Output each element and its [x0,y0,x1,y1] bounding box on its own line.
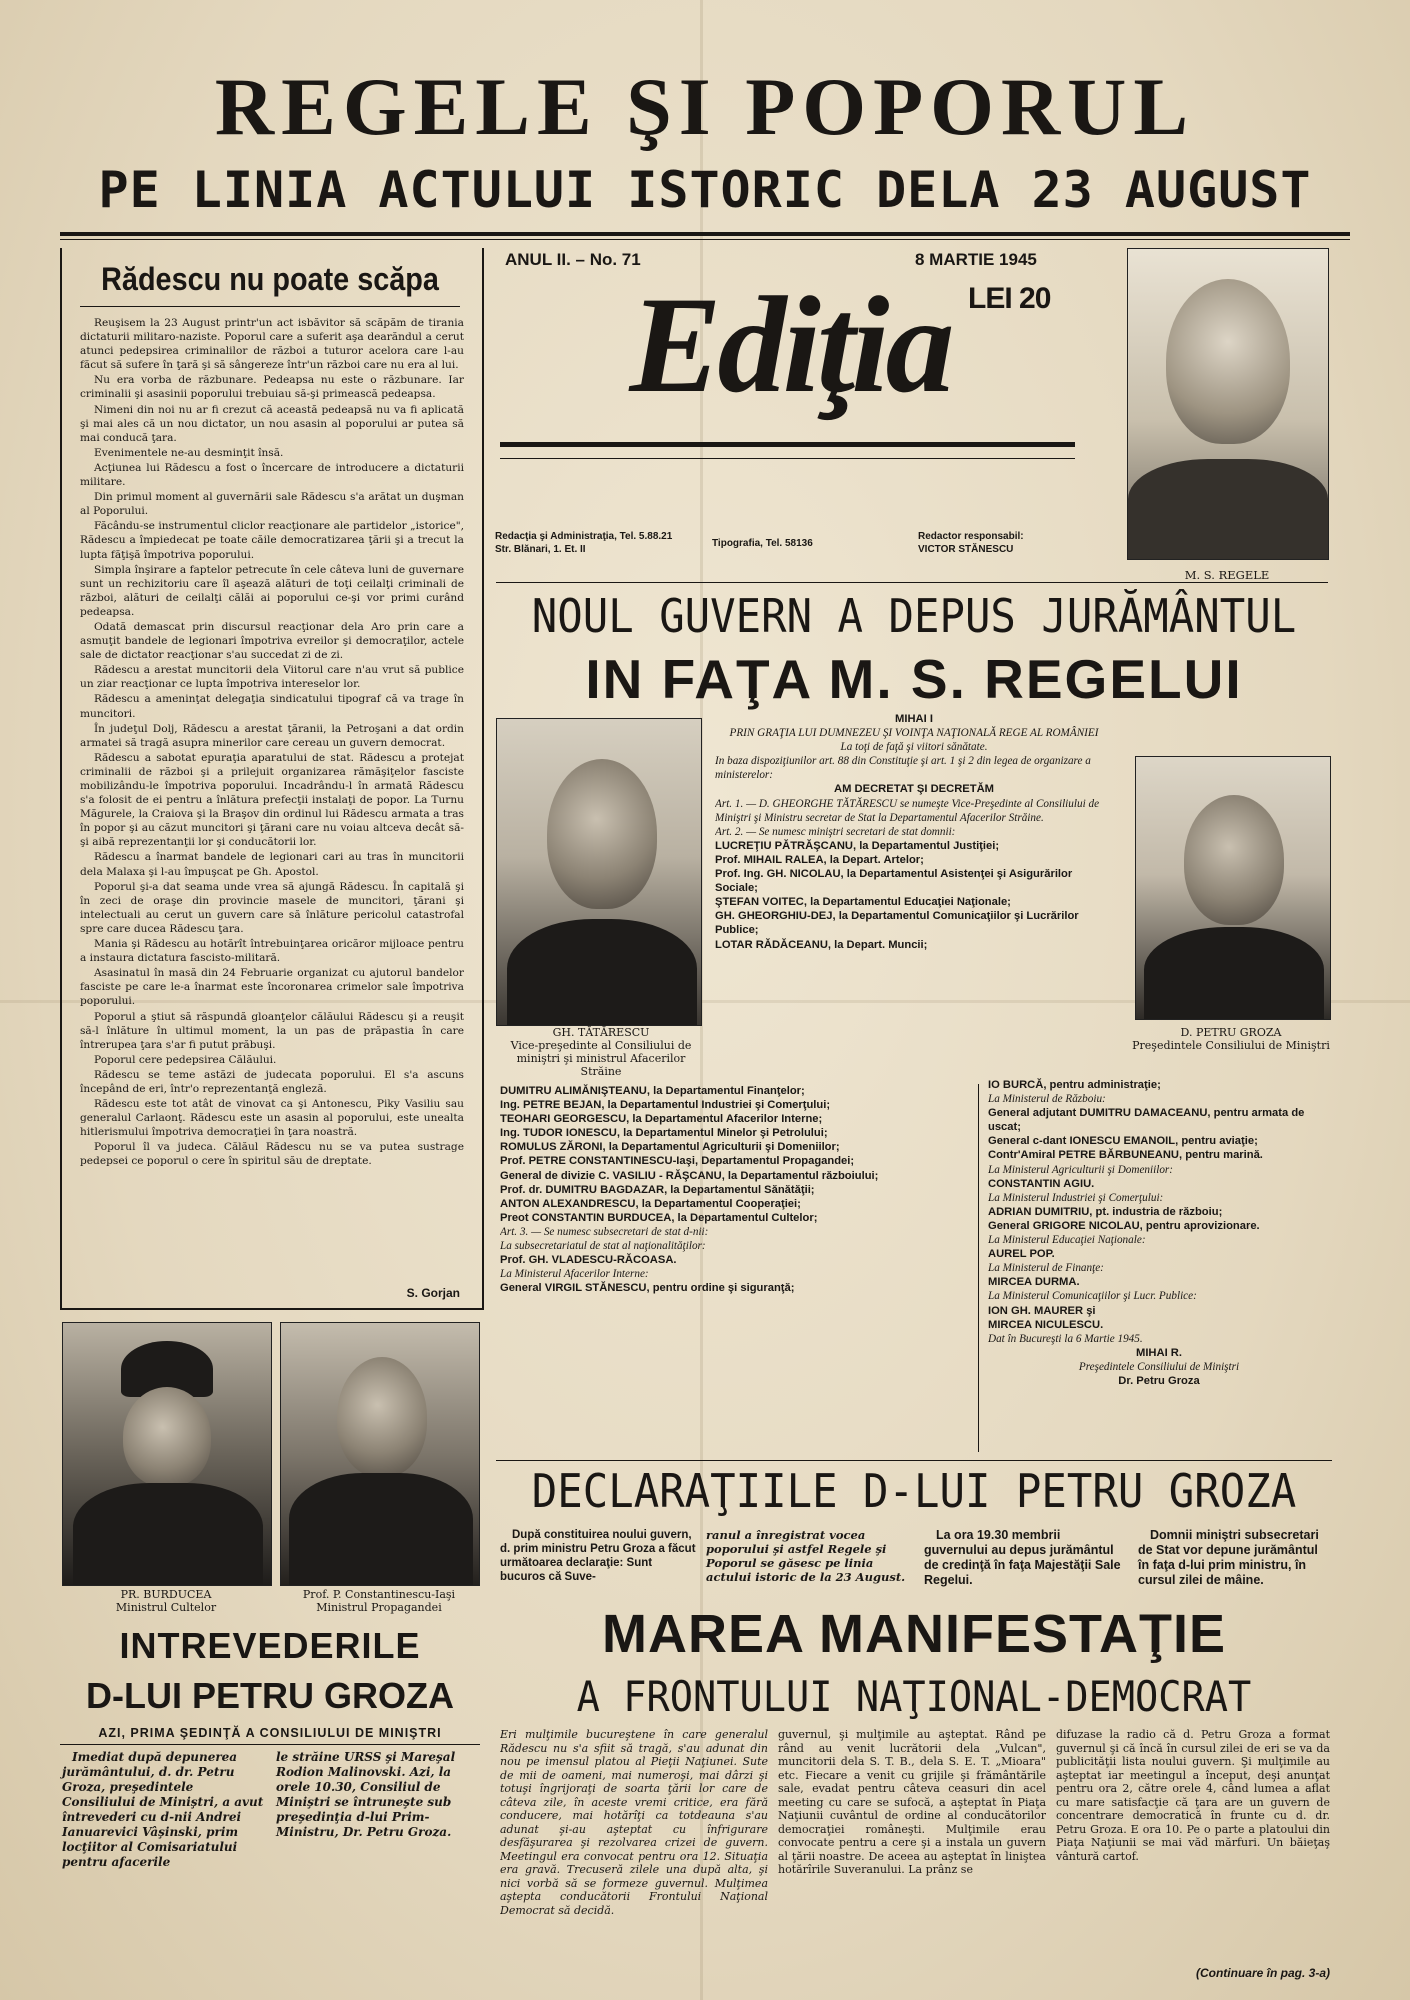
decree-line: General de divizie C. VASILIU - RĂŞCANU, la Departamentul războiului; [500,1169,879,1182]
tatarescu-role: Vice-preşedinte al Consiliului de miniştri şi ministrul Afacerilor Străine [510,1039,692,1078]
groza-face [1184,795,1284,925]
decree-column-rule [978,1084,979,1452]
burducea-robe [73,1483,263,1586]
redactia-line [495,530,672,556]
decree-line: DUMITRU ALIMĂNIŞTEANU, la Departamentul Finanţelor; [500,1085,805,1097]
decree-line: MIRCEA DURMA. [988,1276,1080,1289]
manif-col3: difuzase la radio că d. Petru Groza a format guvernul şi că încă în cursul zilei de eri se va da publicităţii lista noului guvern. Şi mulţimile au aşteptat iar meetingul a început, deşi anunţat pentru ora 2, către orele 4, când lumea a aflat cu mare satisfacţie că ţara are un guvern de concentrare democratică în frunte cu d. dr. Petru Groza. E ora 10. Pe o parte a platoului din Piaţa Naţiunii se mai văd mărfuri. Un băieţaş vântură cartof. [1056,1728,1330,1863]
decree-line: General adjutant DUMITRU DAMACEANU, pentru armata de uscat; [988,1107,1305,1134]
king-uniform [1128,459,1328,559]
left-article-paragraph: Evenimentele ne-au desminţit însă. [94,446,284,459]
left-article-paragraph: Simpla înşirare a faptelor petrecute în cele câteva luni de guvernare sunt un rechizitoriu care îl aşează alături de toţi ceilalţi criminali de război, alături de ceilalţi călăi ai poporului ce-şi vor primi curând pedeapsa. [80,563,464,618]
king-photo [1127,248,1329,560]
decree-line: IO BURCĂ, pentru administraţie; [988,1079,1161,1091]
manif-col1: Eri mulţimile bucureştene în care generalul Rădescu nu s'a sfiit să tragă, s'au adunat din nou pe imensul platou al Pieţii Naţiunei. Sute de mii de oameni, mai numeroşi, mai dârzi şi totuşi îngrijoraţi de soarta ţării lor care de câteva zile, în aceste vremi critice, era fără conducere, mai hotărîţi ca totdeauna s'au adunat şi-au aşteptat cu înfrigurare desfăşurarea şi rezolvarea crizei de guvern. Meetingul era convocat pentru ora 12. Situaţia era gravă. Trecuseră zilele una după alta, şi nici vorbă să se formeze guvernul. Mulţimea aştepta conducătorii Frontului Naţional Democrat să decidă. [500,1728,768,1917]
left-article-paragraph: Acţiunea lui Rădescu a fost o încercare de introducere a dictaturii militare. [80,461,464,489]
constantinescu-caption [280,1588,478,1614]
issue-number: ANUL II. – No. 71 [505,250,641,269]
left-article-paragraph: Rădescu este tot atât de vinovat ca şi Antonescu, Piky Vasiliu sau generalul Carlaonţ. Rădescu este un asasin al poporului, este unealta hitlerismului împotriva democraţiei în ţara noastră. [80,1098,464,1139]
decree-line: La subsecretariatul de stat al naţionalităţilor: [500,1240,706,1253]
tatarescu-name: GH. TĂTĂRESCU [552,1026,650,1039]
decree-line: Dr. Petru Groza [1118,1374,1200,1387]
decree-line: Preşedintele Consiliului de Miniştri [1078,1360,1240,1373]
left-article-paragraph: Reuşisem la 23 August printr'un act isbăvitor să scăpăm de tirania dictaturii militaro-naziste. Poporul care a suferit aşa dearăndul a cerut atunci pedepsirea criminalilor de război a tuturor acelora care l-au făcut să sufere în ţară şi să sângereze într'un război care nu era al lui. [80,317,464,372]
redactor-name: VICTOR STĂNESCU [918,544,1014,555]
left-article-paragraph: Mania şi Rădescu au hotărît întrebuinţarea oricăror mijloace pentru a instaura dictatura fascisto-militară. [80,938,464,965]
tipografia-line: Tipografia, Tel. 58136 [712,538,813,549]
decree-line: La Ministerul Agriculturii şi Domeniilor: [988,1163,1174,1176]
decree-line: ANTON ALEXANDRESCU, la Departamentul Cooperaţiei; [500,1197,801,1210]
decree-line: General VIRGIL STĂNESCU, pentru ordine şi siguranţă; [500,1282,795,1295]
burducea-role: Ministrul Cultelor [115,1601,217,1614]
decree-line: AUREL POP. [988,1248,1055,1261]
groza-photo [1135,756,1331,1020]
decree-line: Art. 3. — Se numesc subsecretari de stat d-nii: [500,1225,709,1238]
decree-line: In baza dispoziţiunilor art. 88 din Constituţie şi art. 1 şi 2 din legea de organizare a ministerelor: [715,755,1091,782]
groza-decl-col4: Domnii miniştri subsecretari de Stat vor depune jurământul în faţa d-lui prim ministru, în cursul zilei de mâine. [1138,1528,1319,1587]
masthead-rule-thin [60,239,1350,240]
left-article-paragraph: În judeţul Dolj, Rădescu a arestat ţăranii, la Petroşani a dat ordin armatei să tragă asupra minerilor care cereau un guvern democrat. [80,722,464,749]
decree-line: Prof. dr. DUMITRU BAGDAZAR, la Departamentul Sănătăţii; [500,1183,815,1196]
king-face [1166,279,1290,444]
king-caption: M. S. REGELE [1184,568,1270,582]
left-article-paragraph: Poporul şi-a dat seama unde vrea să ajungă Rădescu. În capitală şi în zeci de oraşe din provincie masele de muncitori, ţărani şi intelectuali au cerut un guvern care să înlăture pericolul catastrofal spre care ducea Rădescu ţara. [80,880,464,935]
manif-col2: guvernul, şi mulţimile au aşteptat. Rând pe rând au venit lucrătorii dela „Vulcan", muncitorii dela S. T. B., dela S. E. T. „Mioara" etc. Fiecare a venit cu grijile şi frământările sale, evadat pentru câteva ceasuri din acel meeting cu care se sufocă, a aşteptat în Piaţa Naţiunii cuvântul de ordine al conducătorilor democraţiei româneşti. Mulţimile erau convocate pentru a cere şi a instala un guvern al ţării noastre. De aceea au aşteptat în liniştea hotărîrile Suveranului. La prânz se [778,1728,1046,1876]
groza-decl-col2: ranul a înregistrat vocea poporului şi astfel Regele şi Poporul se găsesc pe linia actului istoric de la 23 August. [706,1528,906,1584]
left-article-headline-rule [80,306,460,307]
tatarescu-caption [496,1026,706,1078]
decree-line: ADRIAN DUMITRIU, pt. industria de războiu; [988,1205,1223,1218]
decree-line: LUCREŢIU PĂTRĂŞCANU, la Departamentul Justiţiei; [715,839,1000,852]
burducea-caption [62,1588,270,1614]
intrev-col1: Imediat după depunerea jurământului, d. dr. Petru Groza, preşedintele Consiliului de Miniştri, a avut întrevederi cu d-nii Andrei Ianuarevici Vâşinski, prim locţiitor al Comisariatului pentru afacerile [62,1750,264,1869]
decree-line: ŞTEFAN VOITEC, la Departamentul Educaţiei Naţionale; [715,896,1011,909]
left-article-body [80,316,464,1280]
left-article-paragraph: Rădescu a ameninţat delegaţia sindicatului tipograf că va trage în muncitori. [80,693,464,720]
left-article-paragraph: Rădescu a sabotat epuraţia aparatului de stat. Rădescu a protejat criminalii de război şi a prilejuit organizarea rămăşiţelor fasciste mobilizându-le împotriva poporului. Incadrându-l în armată Rădescu s'a folosit de ei pentru a înlătura prefecţii instalaţi de popor. La Turnu Măgurele, la Craiova şi la Braşov din ordinul lui Rădescu armata a tras în popor şi au căzut muncitori şi ţărani care nu voiau altceva decât să-şi aibă reprezentanţii lor şi conducătorii lor. [80,751,464,849]
groza-decl-top-rule [496,1460,1332,1461]
decree-line: Prof. GH. VLADESCU-RĂCOASA. [500,1254,677,1267]
left-article-paragraph: Din primul moment al guvernării sale Rădescu s'a arătat un duşman al Poporului. [80,491,464,518]
tatarescu-suit [507,919,697,1026]
decree-line: MIRCEA NICULESCU. [988,1318,1104,1331]
decree-line: GH. GHEORGHIU-DEJ, la Departamentul Comunicaţiilor şi Lucrărilor Publice; [715,910,1079,937]
masthead-rule [60,232,1350,236]
continuation-note: (Continuare în pag. 3-a) [1195,1966,1330,1980]
gov-top-rule [496,582,1328,583]
constantinescu-face [337,1357,427,1477]
decree-line: Prof. PETRE CONSTANTINESCU-Iaşi, Departamentul Propagandei; [500,1155,855,1168]
left-article-paragraph: Nimeni din noi nu ar fi crezut că această pedeapsă nu va fi aplicată şi mai ales că un nou dictator, un nou asasin al poporului ar putea să mai conducă ţara. [80,403,464,444]
groza-name: D. PETRU GROZA [1180,1026,1282,1039]
constantinescu-photo [280,1322,480,1586]
decree-line: Prof. MIHAIL RALEA, la Depart. Artelor; [715,853,924,866]
left-article-paragraph: Odată demascat prin discursul reacţionar dela Aro prin care a asmuţit bandele de legionari împotriva evreilor şi democraţilor, actele sale de dictator reacţionar s'au succedat zi de zi. [80,620,464,662]
decree-line: LOTAR RĂDĂCEANU, la Depart. Muncii; [715,938,928,951]
decree-line: Art. 2. — Se numesc miniştri secretari de stat domnii: [715,825,956,838]
redactia-phone: Redacţia şi Administraţia, Tel. 5.88.21 [495,531,673,542]
decree-line: TEOHARI GEORGESCU, la Departamentul Afacerilor Interne; [500,1113,823,1126]
decree-line: La Ministerul Afacerilor Interne: [500,1268,649,1281]
constantinescu-role: Ministrul Propagandei [316,1601,442,1614]
decree-line: General c-dant IONESCU EMANOIL, pentru aviaţie; [988,1135,1258,1148]
constantinescu-name: Prof. P. Constantinescu-Iaşi [302,1588,456,1601]
decree-line: MIHAI I [895,713,933,725]
manif-headline-2: A FRONTULUI NAŢIONAL-DEMOCRAT [576,1672,1252,1721]
burducea-photo [62,1322,272,1586]
groza-decl-col3: La ora 19.30 membrii guvernului au depus jurământul de credinţă în faţa Majestăţii Sale Regelui. [924,1528,1121,1587]
redactia-address: Str. Blănari, 1. Et. II [495,544,586,555]
intrev-headline-1: INTREVEDERILE [119,1625,421,1666]
gov-headline-1: NOUL GUVERN A DEPUS JURĂMÂNTUL [531,589,1297,643]
left-article-paragraph: Poporul a ştiut să răspundă gloanţelor călăului Rădescu şi a reuşit să-l înlăture în ultimul moment, la un pas de prăpastia în care întrerupea ţara s'ar fi putut prăbuşi. [80,1010,464,1051]
left-article-paragraph: Poporul îl va judeca. Călăul Rădescu nu se va putea sustrage pedepsei ce poporul o cere în spiritul său de dreptate. [80,1141,464,1168]
decree-line: ROMULUS ZĂRONI, la Departamentul Agriculturii şi Domeniilor; [500,1141,840,1154]
left-article-signature: S. Gorjan [406,1286,460,1300]
masthead-title: REGELE ŞI POPORUL [214,61,1196,152]
masthead-subtitle: PE LINIA ACTULUI ISTORIC DELA 23 AUGUST [98,161,1312,219]
decree-line: Dat în Bucureşti la 6 Martie 1945. [988,1332,1143,1345]
decree-line: General GRIGORE NICOLAU, pentru aprovizionare. [988,1219,1260,1232]
burducea-name: PR. BURDUCEA [120,1588,212,1601]
decree-line: Ing. TUDOR IONESCU, la Departamentul Minelor şi Petrolului; [500,1127,828,1140]
nameplate-info-rule [500,458,1075,460]
intrev-headline-2: D-LUI PETRU GROZA [86,1675,454,1716]
left-article-paragraph: Făcându-se instrumentul cliclor reacţionare ale partidelor „istorice", Rădescu a împiedecat pe toate căile democratizarea ţării şi a trecut la lupta făţişă împotriva poporului. [80,520,464,561]
constantinescu-suit [289,1473,473,1586]
issue-date: 8 MARTIE 1945 [915,250,1037,269]
tatarescu-face [547,759,657,909]
decree-line: La Ministerul Educaţiei Naţionale: [988,1234,1146,1247]
decree-line: La Ministerul de Finanţe: [988,1262,1104,1275]
decree-line: CONSTANTIN AGIU. [988,1177,1095,1190]
left-article-paragraph: Asasinatul în masă din 24 Februarie organizat cu ajutorul bandelor fasciste pe care le-a înarmat este încoronarea crimelor sale împotriva poporului. [80,967,464,1008]
manif-headline-1: MAREA MANIFESTAŢIE [602,1604,1226,1664]
price: LEI 20 [968,282,1051,315]
groza-caption [1128,1026,1334,1052]
left-article-paragraph: Rădescu a arestat muncitorii dela Viitorul care n'au vrut să publice un ziar reacţionar ce lupta împotriva intereselor lor. [80,664,464,691]
decree-top [715,712,1113,1084]
decree-right-column [988,1078,1330,1456]
decree-line: Art. 1. — D. GHEORGHE TĂTĂRESCU se numeşte Vice-Preşedinte al Consiliului de Miniştri şi Ministru secretar de Stat la Departamentul Afacerilor Străine. [715,797,1100,824]
intrev-col2: le străine URSS şi Mareşal Rodion Malinovski. Azi, la orele 10.30, Consiliul de Miniştri se întruneşte sub preşedinţia d-lui Prim-Ministru, Dr. Petru Groza. [276,1750,456,1839]
decree-line: AM DECRETAT ŞI DECRETĂM [834,783,994,796]
decree-line: Contr'Amiral PETRE BĂRBUNEANU, pentru marină. [988,1149,1263,1162]
redactor-label: Redactor responsabil: [918,531,1024,542]
left-article-paragraph: Rădescu se teme astăzi de judecata poporului. El s'a ascuns începând de eri, într'o reprezentanţă engleză. [80,1068,464,1095]
groza-suit [1144,927,1324,1020]
tatarescu-photo [496,718,702,1026]
nameplate-underline [500,442,1075,447]
decree-line: La toţi de faţă şi viitori sănătate. [840,741,988,754]
redactor-block [918,530,1024,556]
decree-line: MIHAI R. [1136,1346,1182,1359]
groza-role: Preşedintele Consiliului de Miniştri [1132,1039,1330,1052]
intrev-subhead: AZI, PRIMA ŞEDINŢĂ A CONSILIULUI DE MINIŞTRI [98,1726,442,1740]
nameplate-logo: Ediţia [629,268,951,421]
decree-line: La Ministerul Comunicaţiilor şi Lucr. Publice: [988,1290,1197,1303]
decree-line: Preot CONSTANTIN BURDUCEA, la Departamentul Cultelor; [500,1211,818,1224]
left-article-paragraph: Rădescu a înarmat bandele de legionari cari au tras în muncitorii dela Malaxa şi l-au împuşcat pe Gh. Apostol. [80,851,464,878]
decree-line: Prof. Ing. GH. NICOLAU, la Departamentul Asistenţei şi Asigurărilor Sociale; [715,868,1073,895]
left-article-paragraph: Nu era vorba de răzbunare. Pedeapsa nu este o răzbunare. Iar criminalii şi asasinii poporului trebuiau să-şi primească pedeapsa. [80,374,464,401]
groza-decl-headline: DECLARAŢIILE D-LUI PETRU GROZA [531,1464,1297,1518]
intrev-rule [60,1744,480,1745]
groza-decl-col1: După constituirea noului guvern, d. prim ministru Petru Groza a făcut următoarea declaraţie: Sunt bucuros că Suve- [500,1529,696,1583]
decree-line: ION GH. MAURER şi [988,1304,1096,1317]
gov-headline-2: IN FAŢA M. S. REGELUI [585,648,1243,710]
burducea-face [123,1387,211,1487]
decree-line: Ing. PETRE BEJAN, la Departamentul Industriei şi Comerţului; [500,1099,831,1112]
decree-line: La Ministerul Industriei şi Comerţului: [988,1191,1164,1204]
left-article-headline: Rădescu nu poate scăpa [101,261,439,297]
left-article-paragraph: Poporul cere pedepsirea Călăului. [94,1053,277,1066]
decree-line: PRIN GRAŢIA LUI DUMNEZEU ŞI VOINŢA NAŢIONALĂ REGE AL ROMÂNIEI [729,727,1099,740]
decree-line: La Ministerul de Războiu: [988,1093,1106,1106]
decree-left-column [500,1084,965,1454]
